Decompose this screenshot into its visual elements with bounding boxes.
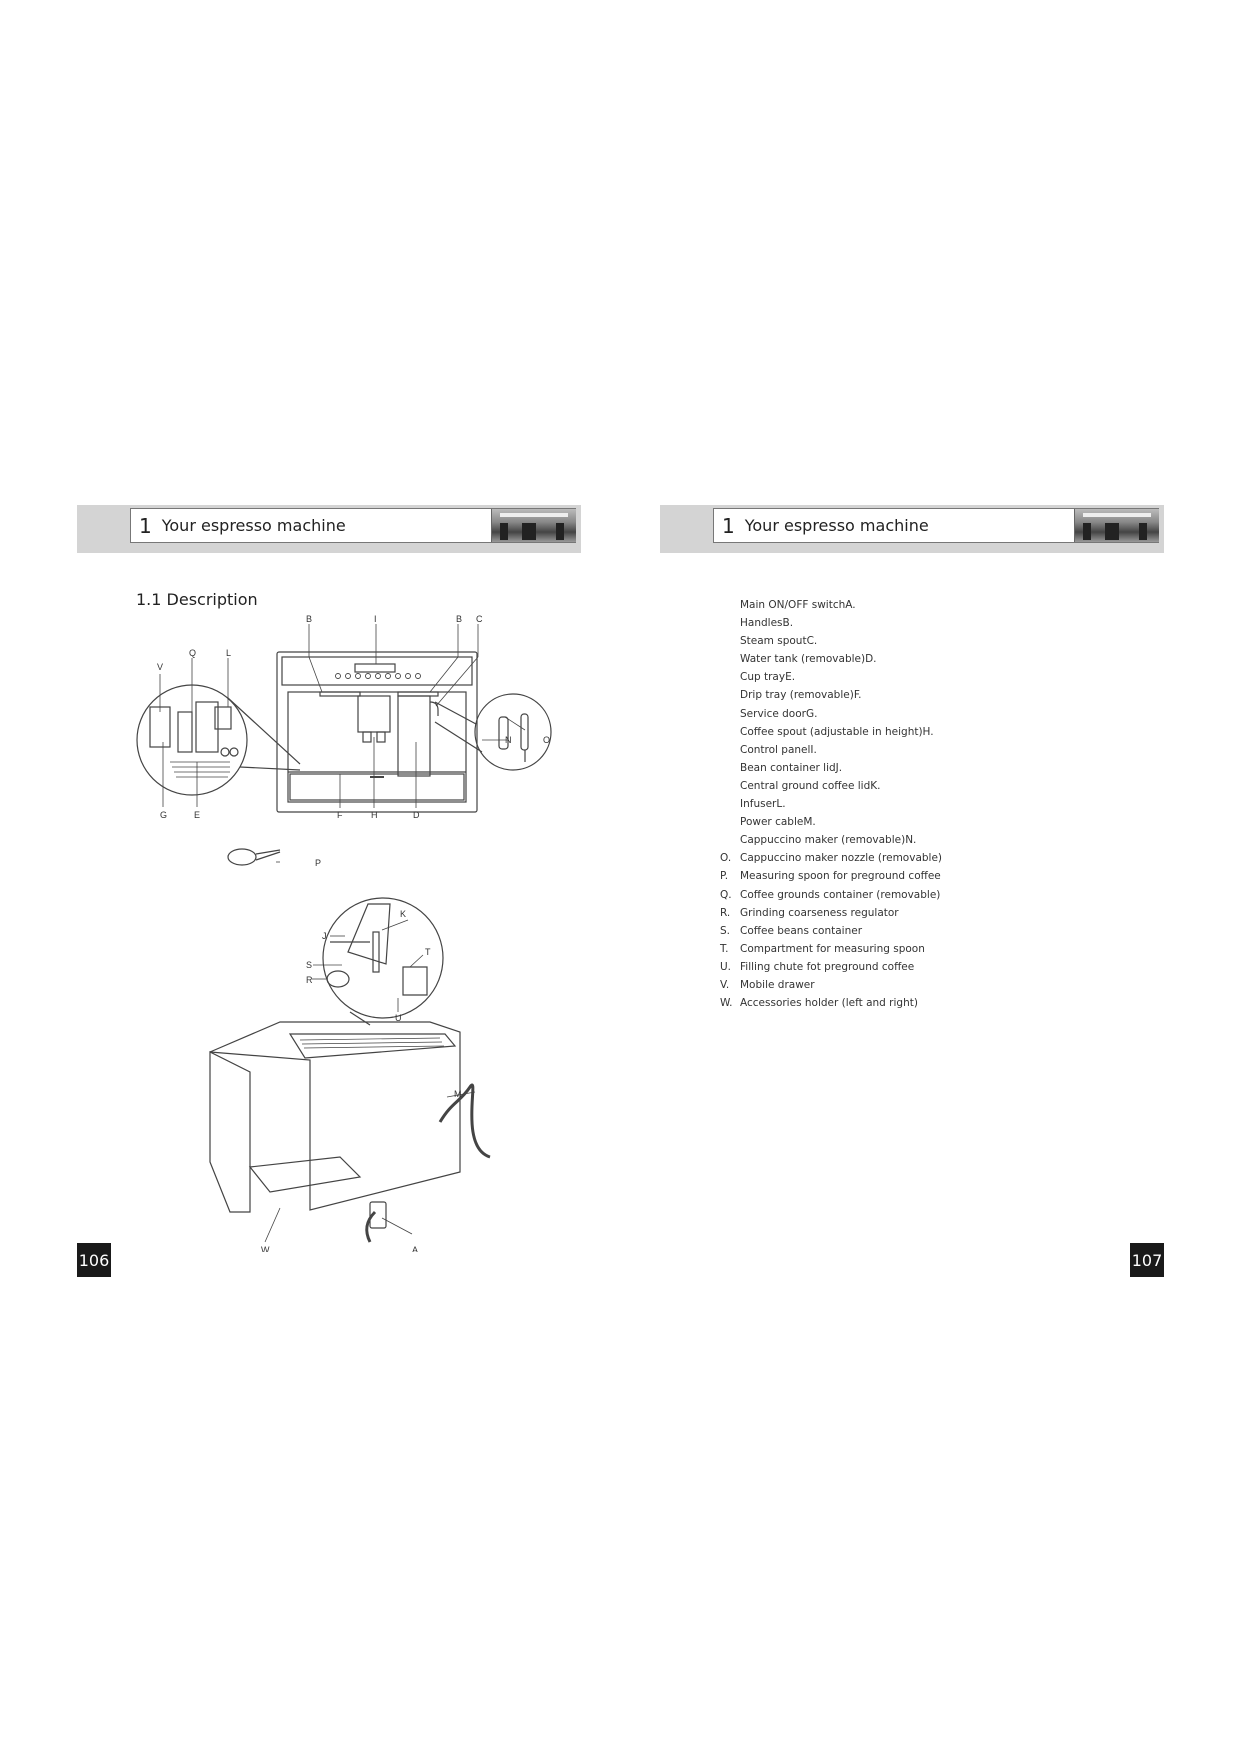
legend-letter bbox=[720, 596, 740, 614]
label-h: H bbox=[371, 810, 378, 820]
legend-letter bbox=[720, 614, 740, 632]
legend-item bbox=[720, 831, 942, 849]
label-c: C bbox=[476, 614, 483, 624]
espresso-machine-diagram bbox=[130, 612, 570, 1252]
legend-item bbox=[720, 741, 942, 759]
legend-item bbox=[720, 795, 942, 813]
legend-letter: Q. bbox=[720, 888, 732, 901]
legend-letter bbox=[720, 741, 740, 759]
right-detail-circle bbox=[435, 694, 551, 770]
page-number: 107 bbox=[1130, 1243, 1164, 1277]
machine-thumbnail bbox=[1074, 509, 1159, 542]
legend-item bbox=[720, 777, 942, 795]
legend-item bbox=[720, 813, 942, 831]
legend-letter bbox=[720, 759, 740, 777]
front-view bbox=[277, 652, 477, 812]
legend-text: Coffee grounds container (removable) bbox=[740, 888, 941, 901]
legend-text: Steam spoutC. bbox=[740, 635, 818, 648]
legend-letter: U. bbox=[720, 960, 732, 973]
legend-letter bbox=[720, 650, 740, 668]
legend-item bbox=[720, 940, 942, 958]
legend-letter: S. bbox=[720, 924, 731, 937]
legend-text: Water tank (removable)D. bbox=[740, 653, 877, 666]
label-n: N bbox=[505, 735, 512, 745]
perspective-view bbox=[210, 1022, 490, 1242]
top-detail-circle bbox=[323, 898, 443, 1025]
legend-text: Drip tray (removable)F. bbox=[740, 689, 862, 702]
label-a: A bbox=[412, 1245, 419, 1252]
legend-item bbox=[720, 994, 942, 1012]
label-l: L bbox=[226, 648, 232, 658]
legend-item bbox=[720, 867, 942, 885]
label-s: S bbox=[306, 960, 313, 970]
legend-text: Service doorG. bbox=[740, 707, 818, 720]
legend-text: Cup trayE. bbox=[740, 671, 796, 684]
legend-text: Central ground coffee lidK. bbox=[740, 779, 881, 792]
legend-letter: O. bbox=[720, 852, 732, 865]
label-f: F bbox=[337, 810, 343, 820]
legend-text: Main ON/OFF switchA. bbox=[740, 599, 856, 611]
legend-text: Accessories holder (left and right) bbox=[740, 997, 918, 1010]
measuring-spoon bbox=[228, 849, 280, 865]
legend-text: Filling chute fot preground coffee bbox=[740, 960, 915, 973]
legend-item bbox=[720, 705, 942, 723]
legend-text: HandlesB. bbox=[740, 617, 794, 630]
label-i: I bbox=[374, 614, 377, 624]
label-d: D bbox=[413, 810, 420, 820]
label-t: T bbox=[425, 947, 431, 957]
chapter-number: 1 bbox=[722, 513, 735, 538]
legend-text: InfuserL. bbox=[740, 798, 786, 811]
legend-text: Cappuccino maker (removable)N. bbox=[740, 834, 917, 847]
legend-item bbox=[720, 886, 942, 904]
legend-letter: R. bbox=[720, 906, 731, 919]
legend-letter: V. bbox=[720, 978, 730, 991]
legend-letter bbox=[720, 723, 740, 741]
legend-item bbox=[720, 596, 942, 614]
label-r: R bbox=[306, 975, 313, 985]
label-g: G bbox=[160, 810, 168, 820]
legend-letter bbox=[720, 831, 740, 849]
label-p: P bbox=[315, 858, 322, 868]
label-e: E bbox=[194, 810, 201, 820]
section-title: 1.1 Description bbox=[136, 590, 258, 609]
label-m: M bbox=[454, 1089, 462, 1099]
legend-letter bbox=[720, 813, 740, 831]
left-page bbox=[0, 0, 620, 1754]
legend-item bbox=[720, 904, 942, 922]
legend-text: Cappuccino maker nozzle (removable) bbox=[740, 852, 943, 865]
legend-letter bbox=[720, 686, 740, 704]
label-v: V bbox=[157, 662, 164, 672]
legend-text: Measuring spoon for preground coffee bbox=[740, 870, 941, 883]
legend-text: Coffee spout (adjustable in height)H. bbox=[740, 725, 934, 738]
legend-item bbox=[720, 632, 942, 650]
label-o: O bbox=[543, 735, 551, 745]
legend-item bbox=[720, 686, 942, 704]
label-q: Q bbox=[189, 648, 197, 658]
label-b-right: B bbox=[456, 614, 463, 624]
left-detail-circle bbox=[137, 685, 300, 795]
legend-item bbox=[720, 614, 942, 632]
right-page bbox=[620, 0, 1240, 1754]
label-j: J bbox=[322, 931, 327, 941]
legend-item bbox=[720, 650, 942, 668]
parts-legend bbox=[720, 596, 942, 1012]
label-b-left: B bbox=[306, 614, 313, 624]
legend-letter: W. bbox=[720, 997, 733, 1010]
legend-item bbox=[720, 759, 942, 777]
legend-text: Control panelI. bbox=[740, 743, 817, 756]
page-number: 106 bbox=[77, 1243, 111, 1277]
chapter-number: 1 bbox=[139, 513, 152, 538]
legend-item bbox=[720, 922, 942, 940]
legend-letter: T. bbox=[720, 942, 729, 955]
legend-text: Coffee beans container bbox=[740, 924, 863, 937]
label-k: K bbox=[400, 909, 407, 919]
label-u: U bbox=[395, 1013, 402, 1023]
chapter-title: Your espresso machine bbox=[161, 516, 346, 535]
legend-item bbox=[720, 958, 942, 976]
legend-item bbox=[720, 849, 942, 867]
legend-item bbox=[720, 976, 942, 994]
chapter-title: Your espresso machine bbox=[744, 516, 929, 535]
legend-letter bbox=[720, 668, 740, 686]
legend-text: Grinding coarseness regulator bbox=[740, 906, 899, 919]
legend-letter bbox=[720, 705, 740, 723]
legend-letter: P. bbox=[720, 870, 729, 883]
legend-letter bbox=[720, 777, 740, 795]
legend-item bbox=[720, 668, 942, 686]
legend-text: Compartment for measuring spoon bbox=[740, 942, 925, 955]
legend-letter bbox=[720, 632, 740, 650]
legend-text: Mobile drawer bbox=[740, 978, 815, 991]
label-w: W bbox=[261, 1245, 270, 1252]
machine-thumbnail bbox=[491, 509, 576, 542]
legend-letter bbox=[720, 795, 740, 813]
legend-text: Power cableM. bbox=[740, 816, 816, 829]
legend-item bbox=[720, 723, 942, 741]
legend-text: Bean container lidJ. bbox=[740, 761, 843, 774]
